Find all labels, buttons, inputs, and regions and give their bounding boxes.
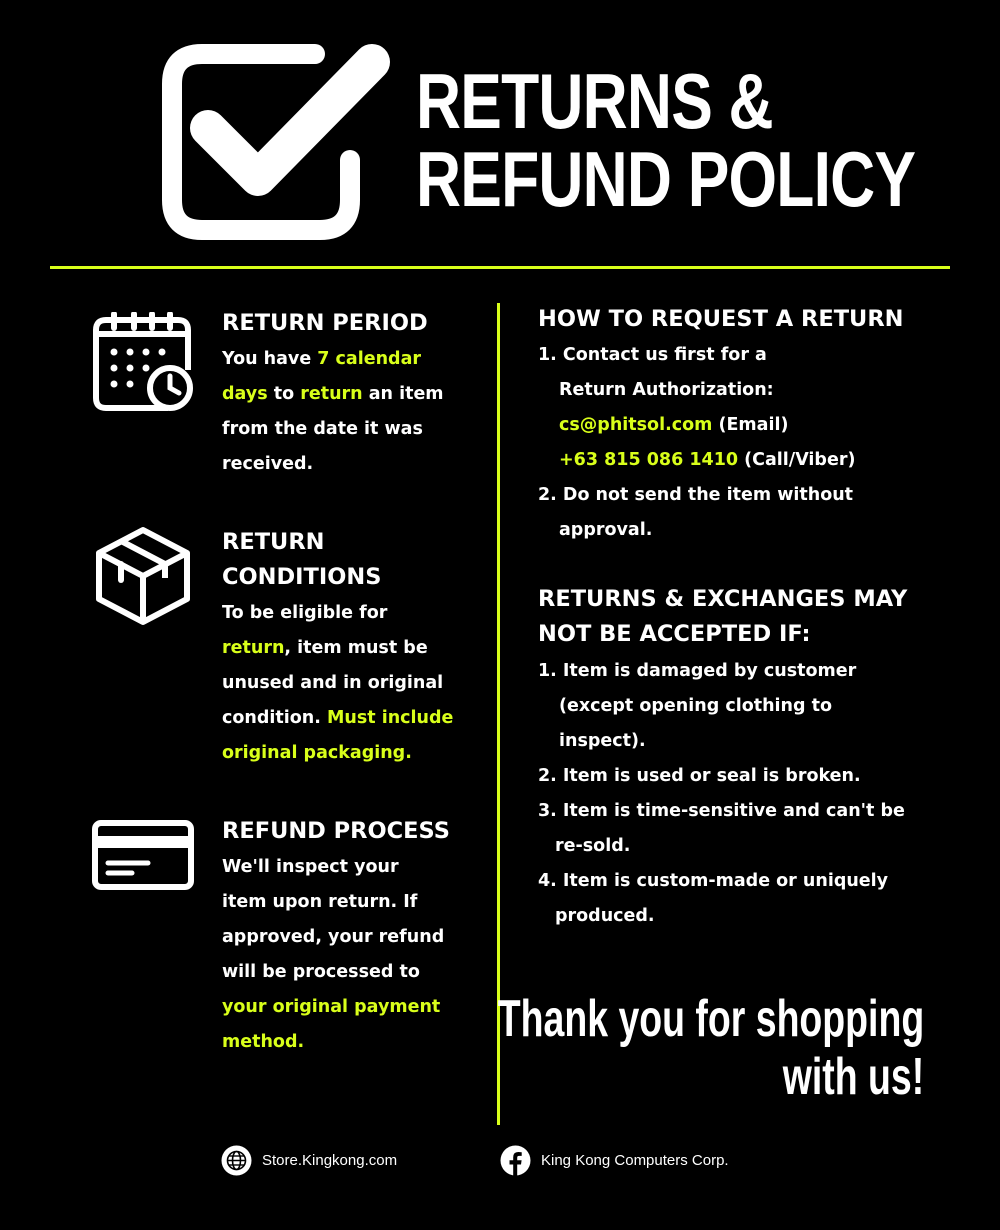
list-item: 2. Item is used or seal is broken. xyxy=(538,766,861,786)
list-item: re-sold. xyxy=(555,836,631,856)
return-period-text xyxy=(222,342,484,482)
list-item: 3. Item is time-sensitive and can't be xyxy=(538,801,905,821)
thanks-line: Thank you for shopping xyxy=(497,990,924,1048)
list-item: approval. xyxy=(559,520,653,540)
text-segment: , item must be xyxy=(284,638,428,658)
list-item: 1. Contact us first for a xyxy=(538,345,767,365)
list-item: (except opening clothing to xyxy=(559,696,833,716)
highlight-text: days xyxy=(222,384,268,404)
text-line: will be processed to xyxy=(222,962,420,982)
text-line: We'll inspect your xyxy=(222,857,399,877)
return-conditions-title xyxy=(222,525,381,595)
list-item: produced. xyxy=(555,906,655,926)
text-line: from the date it was xyxy=(222,419,423,439)
refund-process-text xyxy=(222,850,484,1060)
list-item: 1. Item is damaged by customer xyxy=(538,661,857,681)
text-segment: condition. xyxy=(222,708,327,728)
text-line: approved, your refund xyxy=(222,927,445,947)
title-line-2: REFUND POLICY xyxy=(416,135,916,223)
text-segment: (Call/Viber) xyxy=(738,450,856,470)
text-line: unused and in original xyxy=(222,673,444,693)
highlight-text: original packaging. xyxy=(222,743,412,763)
thank-you-message xyxy=(498,990,924,1106)
highlight-text: return xyxy=(300,384,363,404)
checkbox-check-icon xyxy=(150,30,400,240)
list-item: Return Authorization: xyxy=(559,380,774,400)
highlight-text: method. xyxy=(222,1032,305,1052)
list-item: 2. Do not send the item without xyxy=(538,485,854,505)
text-line: received. xyxy=(222,454,314,474)
title-line: CONDITIONS xyxy=(222,564,382,590)
page-title xyxy=(416,57,916,223)
calendar-clock-icon xyxy=(92,312,194,414)
website-link[interactable]: Store.Kingkong.com xyxy=(262,1152,398,1169)
title-line: NOT BE ACCEPTED IF: xyxy=(538,621,811,647)
facebook-link[interactable]: King Kong Computers Corp. xyxy=(541,1152,729,1169)
return-conditions-text xyxy=(222,596,484,771)
highlight-text: 7 calendar xyxy=(317,349,422,369)
header-divider xyxy=(50,266,950,269)
box-icon xyxy=(94,526,192,626)
phone-link[interactable]: +63 815 086 1410 xyxy=(559,450,739,470)
text-line: To be eligible for xyxy=(222,603,388,623)
text-segment: You have xyxy=(222,349,318,369)
text-segment: an item xyxy=(362,384,444,404)
how-to-request-list xyxy=(538,338,958,548)
highlight-text: return xyxy=(222,638,285,658)
title-line: RETURN xyxy=(222,529,325,555)
title-line-1: RETURNS & xyxy=(416,57,773,145)
text-line: item upon return. If xyxy=(222,892,418,912)
not-accepted-list xyxy=(538,654,958,934)
highlight-text: Must include xyxy=(326,708,454,728)
highlight-text: your original payment xyxy=(222,997,441,1017)
text-segment: (Email) xyxy=(712,415,789,435)
text-segment: to xyxy=(267,384,301,404)
not-accepted-title xyxy=(538,582,907,652)
facebook-icon xyxy=(500,1145,531,1176)
title-line: RETURNS & EXCHANGES MAY xyxy=(538,586,908,612)
email-link[interactable]: cs@phitsol.com xyxy=(559,415,713,435)
list-item: 4. Item is custom-made or uniquely xyxy=(538,871,889,891)
thanks-line: with us! xyxy=(782,1048,924,1106)
list-item: inspect). xyxy=(559,731,646,751)
credit-card-icon xyxy=(92,820,194,890)
globe-icon xyxy=(221,1145,252,1176)
refund-process-title: REFUND PROCESS xyxy=(222,818,450,844)
how-to-request-title: HOW TO REQUEST A RETURN xyxy=(538,306,904,332)
return-period-title: RETURN PERIOD xyxy=(222,310,428,336)
